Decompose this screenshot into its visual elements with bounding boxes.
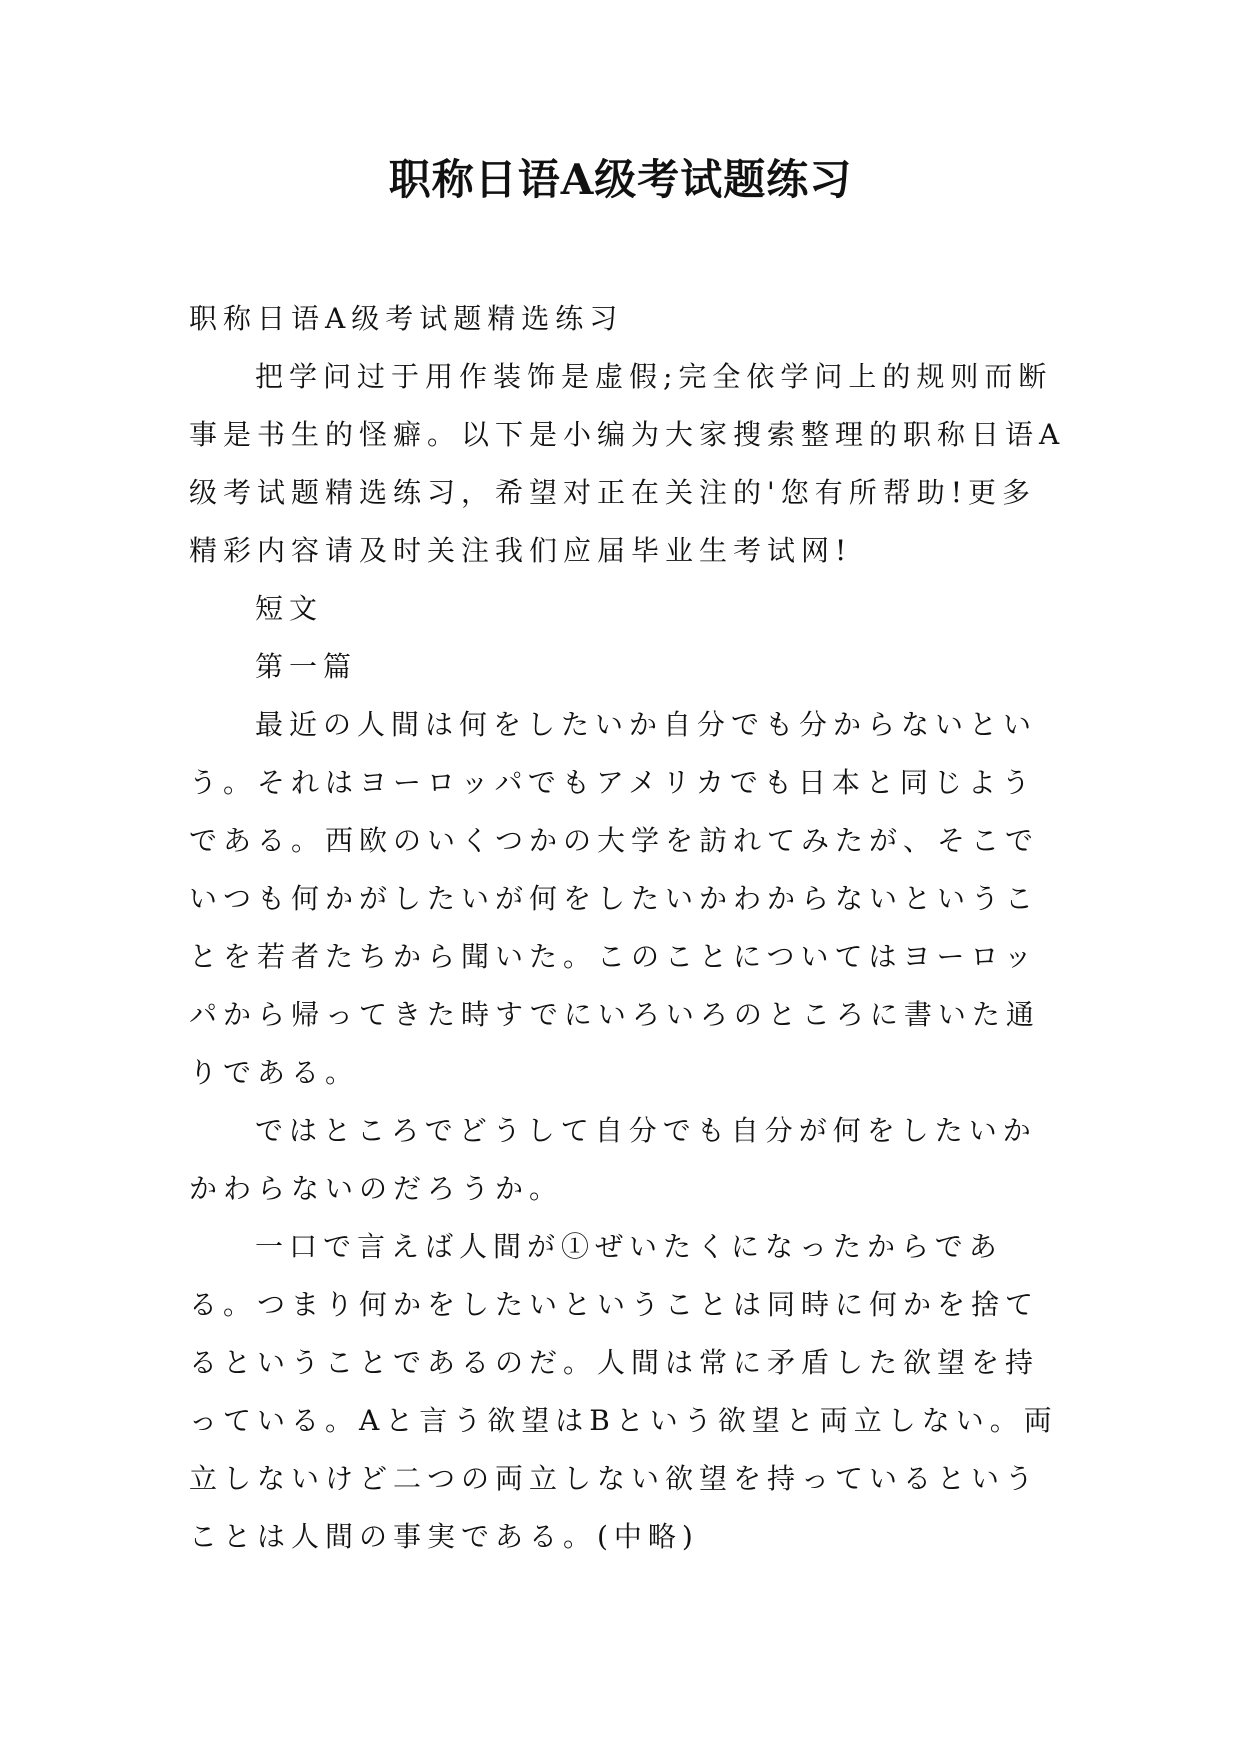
part-heading: 第一篇 xyxy=(255,650,358,683)
body-paragraph: 一口で言えば人間が①ぜいたくになったからである。つまり何かをしたいということは同時に何かを捨てるということであるのだ。人間は常に矛盾した欲望を持っている。Aと言う欲望はBという欲望と両立しない。両立しないけど二つの両立しない欲望を持っているということは人間の事実である。(中略) xyxy=(189,1230,1058,1553)
document-title: 职称日语A级考试题练习 xyxy=(388,155,853,204)
intro-paragraph: 把学问过于用作装饰是虚假;完全依学问上的规则而断事是书生的怪癖。以下是小编为大家搜索整理的职称日语A级考试题精选练习，希望对正在关注的'您有所帮助!更多精彩内容请及时关注我们应届毕业生考试网! xyxy=(189,360,1066,567)
body-paragraph: 最近の人間は何をしたいか自分でも分からないという。それはヨーロッパでもアメリカでも日本と同じようである。西欧のいくつかの大学を訪れてみたが、そこでいつも何かがしたいが何をしたいかわからないということを若者たちから聞いた。このことについてはヨーロッパから帰ってきた時すでにいろいろのところに書いた通りである。 xyxy=(189,708,1040,1089)
body-paragraph: ではところでどうして自分でも自分が何をしたいかかわらないのだろうか。 xyxy=(189,1114,1037,1205)
section-heading: 短文 xyxy=(255,592,324,625)
document-subtitle: 职称日语A级考试题精选练习 xyxy=(189,302,624,335)
document-body xyxy=(189,290,1069,1566)
